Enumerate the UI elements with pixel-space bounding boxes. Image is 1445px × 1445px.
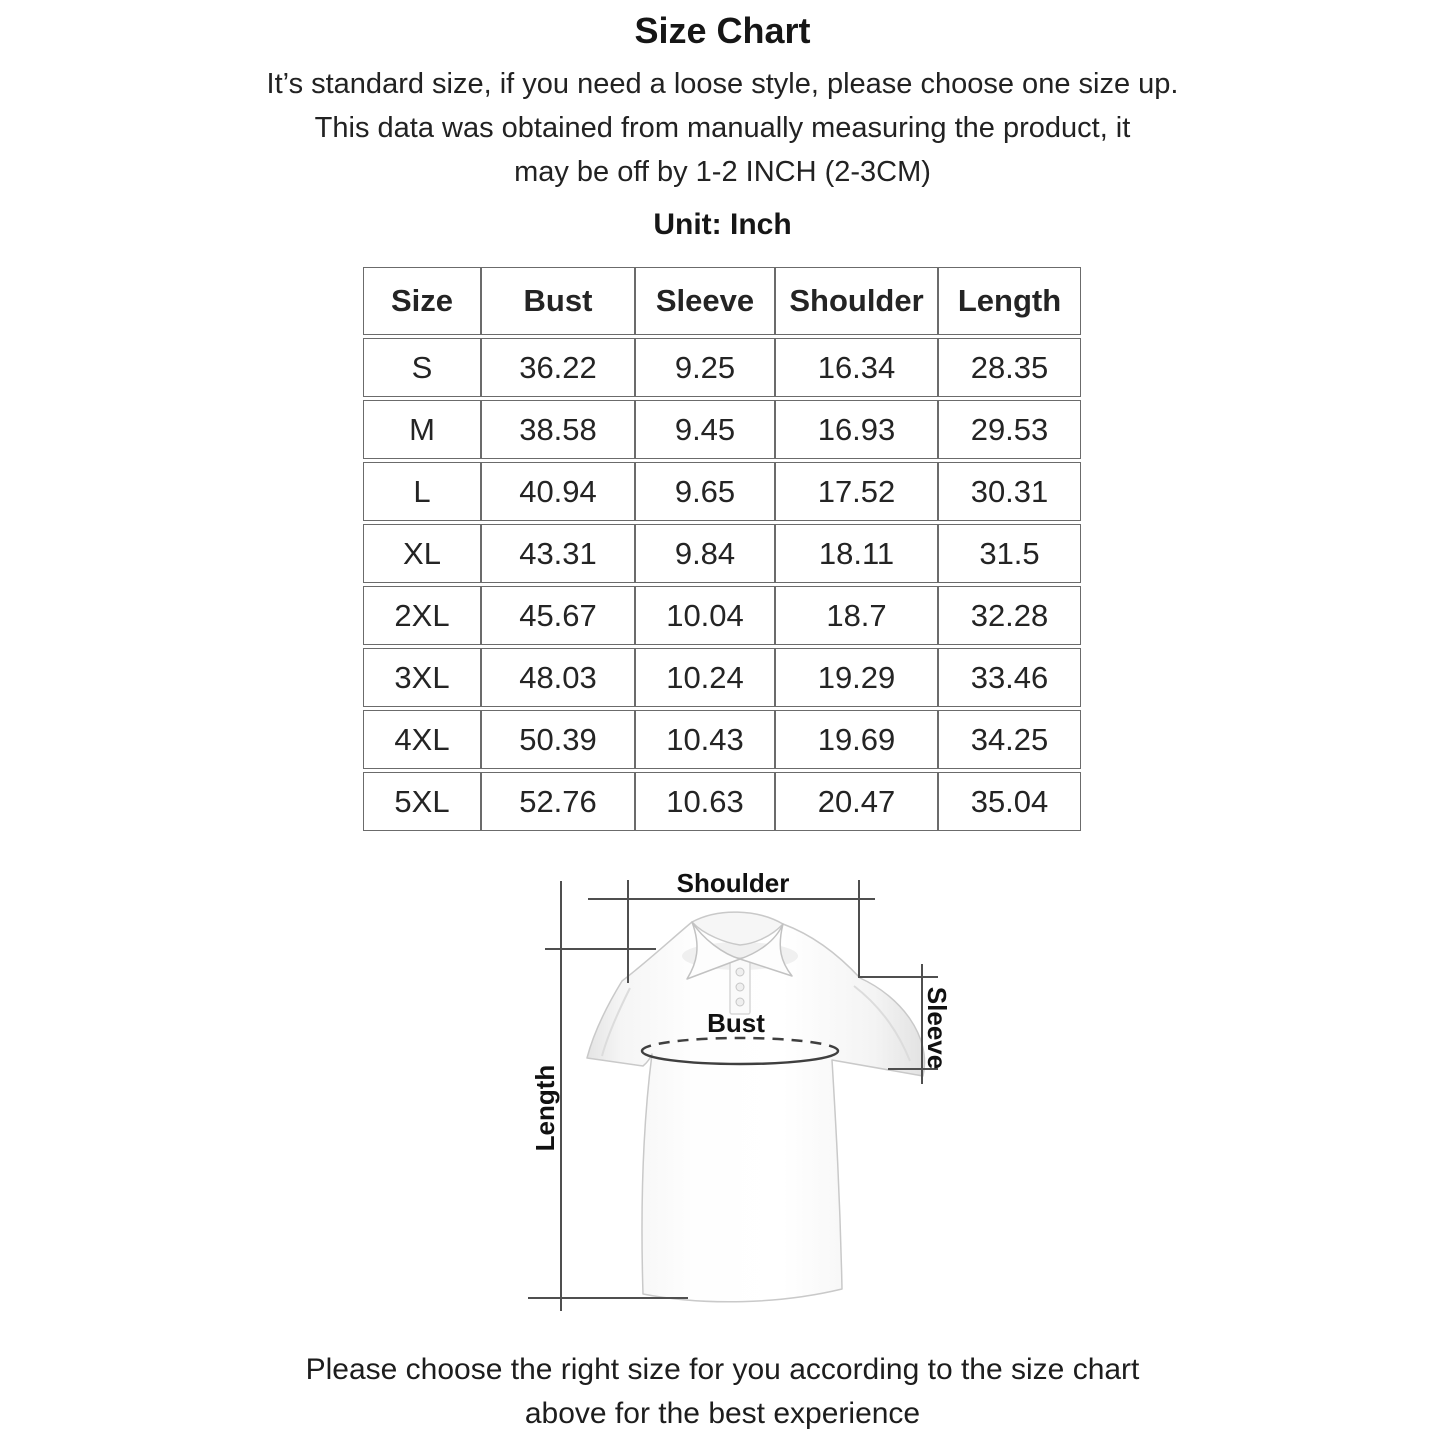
cell-sleeve: 9.65	[635, 462, 775, 521]
cell-size: 4XL	[363, 710, 481, 769]
footer-note-line-2: above for the best experience	[524, 1397, 921, 1430]
size-note-line-1: It’s standard size, if you need a loose style, please choose one size up.	[266, 68, 1179, 100]
cell-size: 2XL	[363, 586, 481, 645]
cell-shoulder: 18.11	[775, 524, 938, 583]
size-table	[363, 264, 1081, 834]
cell-shoulder: 17.52	[775, 462, 938, 521]
shirt-button	[736, 998, 744, 1006]
polo-shirt-graphic	[587, 912, 925, 1302]
table-row	[363, 772, 1081, 831]
sleeve-label: Sleeve	[922, 986, 952, 1070]
size-note	[0, 62, 1445, 194]
shirt-body	[587, 922, 925, 1302]
table-header-row	[363, 267, 1081, 335]
cell-size: L	[363, 462, 481, 521]
cell-sleeve: 9.84	[635, 524, 775, 583]
table-row	[363, 586, 1081, 645]
cell-sleeve: 10.63	[635, 772, 775, 831]
cell-size: S	[363, 338, 481, 397]
cell-length: 34.25	[938, 710, 1081, 769]
column-header-shoulder: Shoulder	[775, 267, 938, 335]
cell-sleeve: 9.45	[635, 400, 775, 459]
column-header-bust: Bust	[481, 267, 635, 335]
cell-bust: 48.03	[481, 648, 635, 707]
footer-note	[0, 1348, 1445, 1436]
cell-length: 30.31	[938, 462, 1081, 521]
shirt-button	[736, 983, 744, 991]
length-label: Length	[530, 1064, 560, 1152]
table-row	[363, 710, 1081, 769]
cell-length: 31.5	[938, 524, 1081, 583]
cell-length: 28.35	[938, 338, 1081, 397]
table-row	[363, 400, 1081, 459]
cell-sleeve: 9.25	[635, 338, 775, 397]
table-row	[363, 338, 1081, 397]
cell-shoulder: 20.47	[775, 772, 938, 831]
table-row	[363, 462, 1081, 521]
cell-length: 33.46	[938, 648, 1081, 707]
footer-note-line-1: Please choose the right size for you according to the size chart	[305, 1353, 1140, 1386]
bust-label: Bust	[707, 1008, 765, 1038]
unit-label: Unit: Inch	[653, 208, 792, 241]
cell-bust: 40.94	[481, 462, 635, 521]
cell-sleeve: 10.43	[635, 710, 775, 769]
cell-size: M	[363, 400, 481, 459]
cell-shoulder: 19.29	[775, 648, 938, 707]
cell-length: 35.04	[938, 772, 1081, 831]
cell-shoulder: 19.69	[775, 710, 938, 769]
table-row	[363, 524, 1081, 583]
column-header-size: Size	[363, 267, 481, 335]
cell-shoulder: 16.34	[775, 338, 938, 397]
cell-size: XL	[363, 524, 481, 583]
column-header-sleeve: Sleeve	[635, 267, 775, 335]
cell-bust: 50.39	[481, 710, 635, 769]
page-title: Size Chart	[634, 10, 811, 51]
cell-bust: 38.58	[481, 400, 635, 459]
size-note-line-3: may be off by 1-2 INCH (2-3CM)	[514, 156, 931, 188]
cell-shoulder: 16.93	[775, 400, 938, 459]
column-header-length: Length	[938, 267, 1081, 335]
cell-shoulder: 18.7	[775, 586, 938, 645]
cell-length: 32.28	[938, 586, 1081, 645]
cell-sleeve: 10.04	[635, 586, 775, 645]
cell-length: 29.53	[938, 400, 1081, 459]
cell-bust: 52.76	[481, 772, 635, 831]
size-note-line-2: This data was obtained from manually measuring the product, it	[314, 112, 1131, 144]
cell-size: 3XL	[363, 648, 481, 707]
cell-bust: 43.31	[481, 524, 635, 583]
measurement-diagram	[490, 856, 990, 1330]
table-row	[363, 648, 1081, 707]
cell-bust: 45.67	[481, 586, 635, 645]
cell-size: 5XL	[363, 772, 481, 831]
cell-sleeve: 10.24	[635, 648, 775, 707]
shirt-button	[736, 968, 744, 976]
cell-bust: 36.22	[481, 338, 635, 397]
shoulder-label: Shoulder	[676, 868, 790, 898]
